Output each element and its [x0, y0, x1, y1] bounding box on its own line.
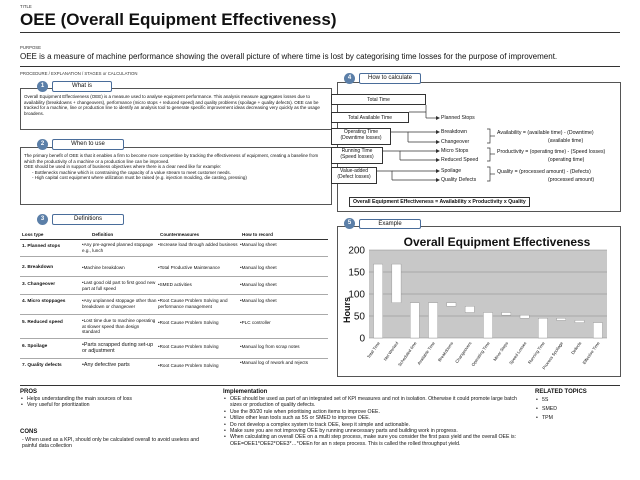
x-tick-label: Available Time — [416, 340, 436, 366]
step-4-badge: 4 — [344, 73, 355, 84]
row-3-type: 3. Changeover — [22, 282, 56, 287]
y-tick-label: 50 — [353, 311, 365, 323]
x-tick-label: Running Time — [526, 340, 546, 365]
row-6-cm: •Root Cause Problem Solving — [158, 344, 219, 349]
total-available-box: Total Available Time — [331, 112, 409, 123]
chart-title: Overall Equipment Effectiveness — [403, 235, 591, 249]
x-tick-label: Total Time — [365, 340, 381, 360]
reduced-speed-label: Reduced Speed — [441, 157, 479, 163]
productivity-denominator: (operating time) — [548, 157, 585, 163]
oee-formula: Overall Equipment Effectiveness = Availability x Productivity x Quality — [349, 197, 530, 207]
when-bullet-2: OEE should be used in support of business objectives where there is a clear need like for example: — [24, 164, 222, 169]
bar-minor-stops — [502, 312, 511, 315]
pros-list — [20, 396, 200, 409]
row-4-type: 4. Micro stoppages — [22, 299, 66, 304]
when-to-use-box — [20, 147, 332, 205]
implementation-heading: Implementation — [223, 389, 268, 395]
definitions-heading: Definitions — [52, 214, 124, 225]
bar-breakdowns — [447, 303, 456, 307]
y-tick-label: 150 — [348, 267, 365, 279]
row-5-def: •Lost time due to machine operating at slower speed than design standard — [82, 318, 156, 335]
row-1-def: •Any pre-agreed planned stoppage e.g., lunch — [82, 242, 154, 253]
row-1-type: 1. Planned stops — [22, 244, 61, 249]
row-1-cm: •Increase load through added business — [158, 242, 238, 247]
col-countermeasures: Countermeasures — [160, 232, 200, 237]
related-list — [535, 396, 615, 423]
step-2-badge: 2 — [37, 139, 48, 150]
bar-speed-losses — [520, 315, 529, 318]
impl-item: • Do not develop a complex system to track OEE, keep it simple and actionable. — [223, 422, 523, 428]
bar-scheduled-time — [410, 303, 419, 338]
pros-item: • Very useful for prioritization — [20, 402, 200, 408]
example-heading: Example — [359, 219, 421, 229]
row-6-def: •Parts scrapped during set-up or adjustment — [82, 342, 154, 355]
y-tick-label: 100 — [348, 289, 365, 301]
cons-item: - When used as a KPI, should only be calculated overall to avoid useless and painful data collection — [22, 437, 200, 450]
x-tick-label: Minor Stops — [492, 340, 510, 362]
pros-item: • Helps understanding the main sources of loss — [20, 396, 200, 402]
related-heading: RELATED TOPICS — [535, 389, 587, 395]
col-how-to-record: How to record — [242, 232, 273, 237]
impl-item: • When calculating an overall OEE on a multi step process, make sure you consider the first pass yield and the overall OEE is: OEE=OEE1*OEE2*OEE3*…*OEEn for an n steps process. This is called the rolled throughput yield. — [223, 434, 523, 447]
x-tick-label: Defects — [570, 340, 583, 356]
quality-formula: Quality = (processed amount) - (Defects) — [497, 169, 591, 175]
when-sub-1: - Bottlenecks machine which is constraining the capacity of a value stream to meet customer needs. — [32, 169, 231, 175]
definitions-table — [20, 232, 332, 377]
row-5-cm: •Root Cause Problem Solving — [158, 320, 219, 325]
quality-defects-label: Quality Defects — [441, 177, 477, 183]
chart-ylabel: Hours — [342, 296, 352, 324]
impl-item: • Use the 80/20 rule when prioritising action items to improve OEE. — [223, 409, 523, 415]
spoilage-label: Spoilage — [441, 168, 462, 174]
bar-process-spoilage — [557, 318, 566, 320]
row-4-def: •Any unplanned stoppage other than breakdown or changeover — [82, 298, 157, 309]
what-is-box — [20, 88, 332, 130]
when-to-use-heading: When to use — [52, 139, 124, 150]
row-7-type: 7. Quality defects — [22, 363, 62, 368]
row-3-def: •Last good old part to first good new part at full speed — [82, 280, 156, 291]
what-is-heading: What is — [52, 81, 112, 92]
impl-item: • Make sure you are not improving OEE by running unnecessary parts and building work in progress. — [223, 428, 523, 434]
bar-available-time — [429, 303, 438, 338]
availability-formula: Availability = (available time) - (Downtime) — [497, 130, 594, 136]
x-tick-label: Breakdowns — [436, 340, 455, 363]
title-label: TITLE — [20, 4, 32, 9]
row-2-def: •Machine breakdown — [82, 265, 125, 270]
x-tick-label: Scheduled time — [396, 340, 418, 368]
y-tick-label: 200 — [348, 245, 365, 257]
calc-brackets — [485, 127, 497, 187]
calc-heading: How to calculate — [359, 73, 421, 84]
planned-stops-label: Planned Stops — [441, 115, 475, 121]
total-time-box: Total Time — [331, 94, 426, 105]
row-7-rec: •Manual log of rework and rejects — [240, 360, 308, 365]
calc-connectors — [330, 90, 450, 190]
step-3-badge: 3 — [37, 214, 48, 225]
micro-stops-label: Micro Stops — [441, 148, 469, 154]
related-item-tpm[interactable]: • TPM — [535, 414, 615, 423]
operating-time-box: Operating Time (Downtime losses) — [331, 128, 391, 145]
what-is-text: Overall Equipment Effectiveness (OEE) is a measure used to analyse equipment performance. This analysis measure aggregates losses due to availability (breakdowns + changeovers), performance (micro stops + reduced speed) and quality problems (spoilage + quality defects). OEE can be tracked for a machine, line or production line to identify an analysis tool to generate specific improvement ideas decreasing very quickly as the usage broadens. — [24, 94, 320, 116]
purpose-text: OEE is a measure of machine performance showing the overall picture of where time is lost by categorising time losses for the purpose of improvement. — [20, 52, 558, 61]
bar-operating-time — [483, 312, 492, 338]
col-loss-type: Loss type — [22, 232, 44, 237]
row-7-def: •Any defective parts — [82, 362, 130, 368]
x-tick-label: Effective Time — [581, 340, 601, 366]
related-item-5s[interactable]: • 5S — [535, 396, 615, 405]
row-5-type: 5. Reduced speed — [22, 320, 63, 325]
when-bullet-1: The primary benefit of OEE is that it enables a firm to become more competitive by tracking the effectiveness of equipment, creating a baseline from which the productivity of a machine or a production line can be improved. — [24, 153, 319, 164]
step-1-badge: 1 — [37, 81, 48, 92]
quality-denominator: (processed amount) — [548, 177, 595, 183]
bar-total-time — [374, 264, 383, 338]
oee-chart — [337, 228, 621, 376]
row-2-rec: •Manual log sheet — [240, 265, 277, 270]
row-3-cm: •SMED activities — [158, 282, 192, 287]
bar-effective-time — [593, 323, 602, 338]
y-tick-label: 0 — [359, 333, 365, 345]
row-1-rec: •Manual log sheet — [240, 242, 277, 247]
x-tick-label: Not Worked — [382, 340, 400, 362]
row-2-cm: •Total Productive Maintenance — [158, 265, 220, 270]
x-tick-label: Operating Time — [470, 340, 491, 368]
row-2-type: 2. Breakdown — [22, 265, 54, 270]
bar-defects — [575, 320, 584, 322]
row-3-rec: •Manual log sheet — [240, 282, 277, 287]
bar-not-worked — [392, 264, 401, 303]
breakdown-label: Breakdown — [441, 129, 467, 135]
cons-heading: CONS — [20, 429, 38, 435]
impl-item: • OEE should be used as part of an integrated set of KPI measures and not in isolation. Otherwise it could promote large batch sizes or production of quality defects. — [223, 396, 523, 409]
value-added-box: Value-added (Defect losses) — [331, 167, 377, 184]
section-label: PROCEDURE / EXPLANATION / STAGES or CALCULATION — [20, 71, 138, 76]
row-4-cm: •Root Cause Problem Solving and performance management — [158, 298, 228, 309]
step-5-badge: 5 — [344, 218, 355, 229]
implementation-list — [223, 396, 523, 447]
related-item-smed[interactable]: • SMED — [535, 405, 615, 414]
impl-item: • Utilize other lean tools such as 5S or SMED to improve OEE. — [223, 415, 523, 421]
page-title: OEE (Overall Equipment Effectiveness) — [20, 10, 337, 29]
changeover-label: Changeover — [441, 139, 470, 145]
row-5-rec: •PLC controller — [240, 320, 271, 325]
row-4-rec: •Manual log sheet — [240, 298, 277, 303]
when-sub-2: - High capital cost equipment where utilization must be raised (e.g. injection moulding, die casting, pressing) — [32, 175, 247, 180]
col-definition: Definition — [92, 232, 114, 237]
x-tick-label: Speed Losses — [508, 340, 528, 366]
running-time-box: Running Time (Speed losses) — [331, 147, 383, 164]
bar-running-time — [538, 318, 547, 338]
row-7-cm: •Root Cause Problem Solving — [158, 363, 219, 368]
x-tick-label: Process Spoilage — [541, 340, 565, 371]
productivity-formula: Productivity = (operating time) - (Speed losses) — [497, 149, 606, 155]
row-6-type: 6. Spoilage — [22, 344, 48, 349]
pros-heading: PROS — [20, 389, 38, 395]
availability-denominator: (available time) — [548, 138, 584, 144]
x-tick-label: Changeovers — [454, 340, 473, 364]
purpose-label: PURPOSE — [20, 45, 42, 50]
bar-changeovers — [465, 306, 474, 312]
row-6-rec: •Manual log from scrap notes — [240, 344, 300, 349]
